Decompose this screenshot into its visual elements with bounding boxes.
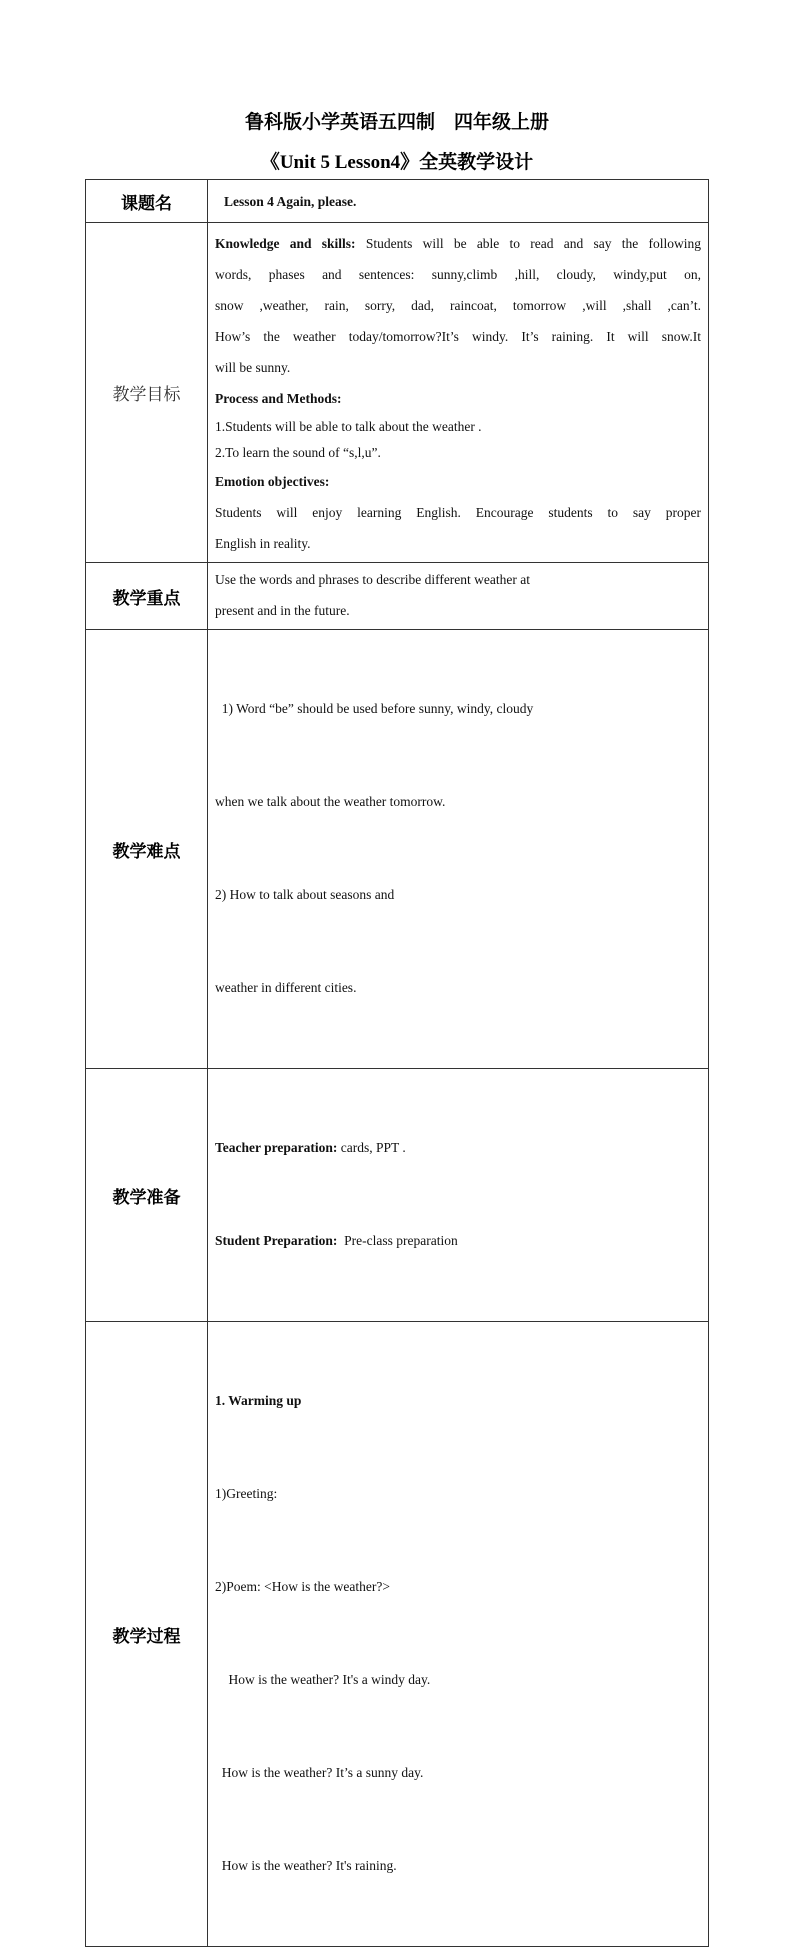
difficulties-cell [208, 630, 709, 1069]
process-step-line: 2)Poem: <How is the weather?> [215, 1579, 390, 1594]
subtitle-rest: 》全英教学设计 [400, 151, 534, 173]
process-step-line: How is the weather? It’s a sunny day. [215, 1765, 424, 1780]
document-subtitle [0, 147, 794, 174]
difficulties-line: 2) How to talk about seasons and [215, 887, 395, 902]
topic-label: 课题名 [86, 180, 208, 223]
topic-value: Lesson 4 Again, please. [224, 194, 357, 209]
emotion-line: Students will enjoy learning English. Encourage students to say proper [215, 505, 701, 520]
topic-cell [208, 180, 709, 223]
teacher-prep-heading: Teacher preparation: [215, 1140, 338, 1155]
knowledge-line: snow ,weather, rain, sorry, dad, raincoat, tomorrow ,will ,shall ,can’t. [215, 298, 701, 313]
student-prep-value: Pre-class preparation [337, 1233, 458, 1248]
key-points-line: present and in the future. [215, 603, 350, 618]
knowledge-line: words, phases and sentences: sunny,climb ,hill, cloudy, windy,put on, [215, 267, 701, 282]
key-points-content [208, 563, 708, 629]
process-heading: Process and Methods: [215, 391, 342, 406]
subtitle-open-bracket: 《 [260, 151, 280, 173]
preparation-label: 教学准备 [86, 1069, 208, 1322]
knowledge-line: will be sunny. [215, 360, 291, 375]
process-step-line: How is the weather? It's a windy day. [215, 1672, 431, 1687]
process-step-line: How is the weather? It's raining. [215, 1858, 397, 1873]
warming-up-heading: 1. Warming up [215, 1393, 302, 1408]
row-topic [86, 180, 709, 223]
subtitle-unit: Unit 5 Lesson4 [279, 152, 401, 173]
row-preparation [86, 1069, 709, 1322]
row-objectives [86, 223, 709, 563]
lesson-plan-table [85, 179, 709, 1947]
teacher-prep-value: cards, PPT . [337, 1140, 406, 1155]
row-process [86, 1322, 709, 1947]
process-label: 教学过程 [86, 1322, 208, 1947]
process-cell [208, 1322, 709, 1947]
student-prep-heading: Student Preparation: [215, 1233, 338, 1248]
key-points-cell [208, 563, 709, 630]
difficulties-content [208, 630, 708, 1068]
key-points-label: 教学重点 [86, 563, 208, 630]
knowledge-line: How’s the weather today/tomorrow?It’s windy. It’s raining. It will snow.It [215, 329, 701, 344]
knowledge-line: Students will be able to read and say the following [365, 236, 702, 251]
objectives-cell [208, 223, 709, 563]
emotion-line: English in reality. [215, 536, 311, 551]
emotion-heading: Emotion objectives: [215, 474, 330, 489]
process-content [208, 1322, 708, 1946]
objectives-content [208, 223, 708, 562]
document-title: 鲁科版小学英语五四制 四年级上册 [244, 111, 549, 133]
difficulties-line: when we talk about the weather tomorrow. [215, 794, 446, 809]
objectives-label: 教学目标 [86, 223, 208, 563]
row-key-points [86, 563, 709, 630]
row-difficulties [86, 630, 709, 1069]
difficulties-line: 1) Word “be” should be used before sunny, windy, cloudy [215, 701, 534, 716]
key-points-line: Use the words and phrases to describe different weather at [215, 572, 531, 587]
preparation-content [208, 1069, 708, 1321]
preparation-cell [208, 1069, 709, 1322]
difficulties-label: 教学难点 [86, 630, 208, 1069]
process-line: 1.Students will be able to talk about the weather . [215, 419, 482, 434]
knowledge-heading: Knowledge and skills: [215, 236, 356, 251]
difficulties-line: weather in different cities. [215, 980, 357, 995]
process-line: 2.To learn the sound of “s,l,u”. [215, 445, 381, 460]
process-step-line: 1)Greeting: [215, 1486, 278, 1501]
